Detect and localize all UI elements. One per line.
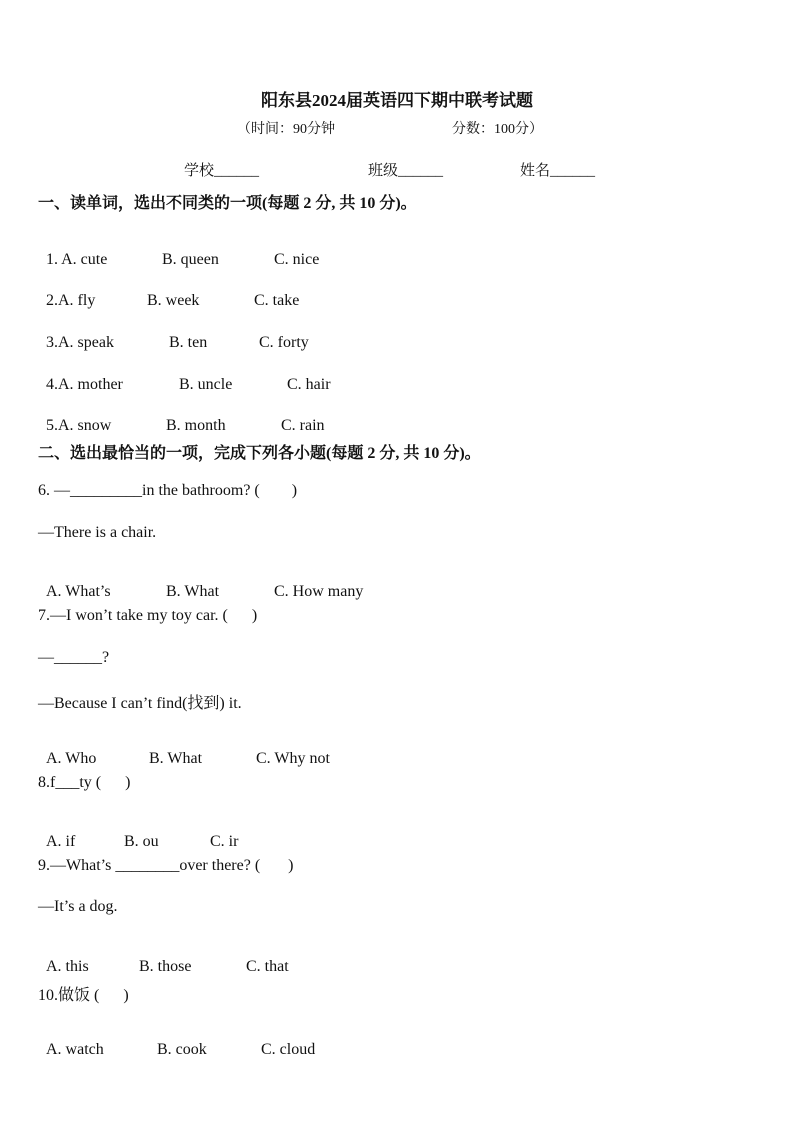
exam-time: （时间：90分钟 <box>237 122 335 137</box>
option-c: C. How many <box>274 583 364 600</box>
option-c: C. ir <box>210 833 239 850</box>
option-c: C. take <box>254 292 300 309</box>
option-c: C. rain <box>281 417 325 434</box>
option-b: B. week <box>147 292 200 309</box>
option-a: A. What’s <box>46 583 111 600</box>
option-a: A. watch <box>46 1041 104 1058</box>
question-2 <box>38 274 299 310</box>
option-a: 1. A. cute <box>46 251 108 268</box>
option-c: C. Why not <box>256 750 330 767</box>
question-1 <box>38 233 319 269</box>
option-a: A. Who <box>46 750 97 767</box>
option-c: C. forty <box>259 334 309 351</box>
option-b: B. What <box>166 583 220 600</box>
option-c: C. hair <box>287 376 331 393</box>
option-b: B. ou <box>124 833 159 850</box>
option-b: B. What <box>149 750 203 767</box>
option-b: B. month <box>166 417 226 434</box>
question-9: 9.—What’s ________over there? ( ) <box>38 857 294 874</box>
question-6: 6. —_________in the bathroom? ( ) <box>38 482 298 499</box>
question-4 <box>38 358 331 394</box>
option-b: B. uncle <box>179 376 233 393</box>
question-7-blank: —______? <box>38 649 110 666</box>
question-9-options <box>38 940 289 976</box>
name-field: 姓名______ <box>520 163 596 179</box>
question-7-answer: —Because I can’t find(找到) it. <box>38 695 242 712</box>
option-b: B. those <box>139 958 192 975</box>
question-3 <box>38 316 309 352</box>
question-5 <box>38 399 325 435</box>
school-field: 学校______ <box>184 163 260 179</box>
option-a: A. this <box>46 958 89 975</box>
question-6-options <box>38 565 363 601</box>
option-c: C. that <box>246 958 289 975</box>
question-10-options <box>38 1023 315 1059</box>
question-10: 10.做饭 ( ) <box>38 987 129 1004</box>
option-b: B. queen <box>162 251 219 268</box>
option-c: C. nice <box>274 251 320 268</box>
option-a: 3.A. speak <box>46 334 114 351</box>
option-c: C. cloud <box>261 1041 316 1058</box>
option-a: 4.A. mother <box>46 376 123 393</box>
page-title: 阳东县2024届英语四下期中联考试题 <box>261 91 533 110</box>
question-6-answer: —There is a chair. <box>38 524 157 541</box>
class-field: 班级______ <box>368 163 444 179</box>
question-9-answer: —It’s a dog. <box>38 898 118 915</box>
section-heading-2: 二、选出最恰当的一项，完成下列各小题(每题 2 分, 共 10 分)。 <box>38 445 481 462</box>
option-b: B. cook <box>157 1041 207 1058</box>
section-heading-1: 一、读单词，选出不同类的一项(每题 2 分, 共 10 分)。 <box>38 195 417 212</box>
option-a: 5.A. snow <box>46 417 112 434</box>
exam-score: 分数：100分） <box>452 122 543 137</box>
question-8: 8.f___ty ( ) <box>38 774 131 791</box>
option-b: B. ten <box>169 334 208 351</box>
option-a: A. if <box>46 833 76 850</box>
question-7: 7.—I won’t take my toy car. ( ) <box>38 607 258 624</box>
question-7-options <box>38 732 330 768</box>
question-8-options <box>38 815 238 851</box>
option-a: 2.A. fly <box>46 292 96 309</box>
